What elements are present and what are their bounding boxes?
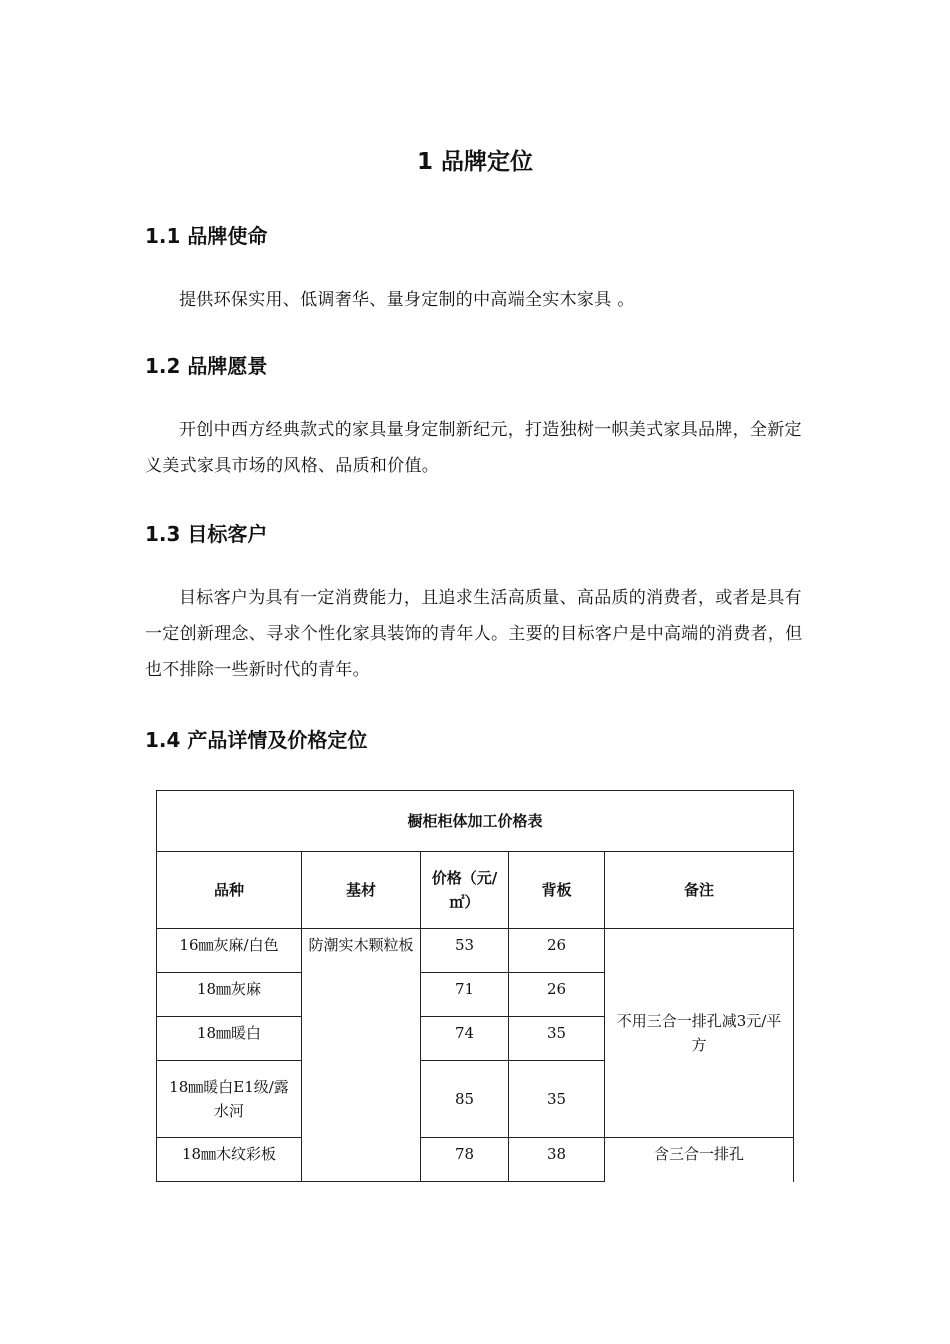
section-body-target: 目标客户为具有一定消费能力，且追求生活高质量、高品质的消费者，或者是具有一定创新理念、寻求个性化家具装饰的青年人。主要的目标客户是中高端的消费者，但也不排除一些新时代的青年。 xyxy=(145,588,803,680)
header-variety: 品种 xyxy=(157,852,302,929)
page-title: 1 品牌定位 xyxy=(416,149,533,175)
cell-variety: 18㎜暖白 xyxy=(157,1017,302,1061)
section-heading-target: 1.3 目标客户 xyxy=(145,522,268,546)
section-body-mission: 提供环保实用、低调奢华、量身定制的中高端全实木家具 。 xyxy=(179,290,635,310)
cell-variety: 16㎜灰麻/白色 xyxy=(157,929,302,973)
section-heading-mission: 1.1 品牌使命 xyxy=(145,224,268,248)
cell-price: 85 xyxy=(421,1061,509,1138)
header-back: 背板 xyxy=(509,852,605,929)
header-price: 价格（元/㎡） xyxy=(421,852,509,929)
cell-back: 38 xyxy=(509,1138,605,1182)
cell-back: 26 xyxy=(509,973,605,1017)
section-heading-vision: 1.2 品牌愿景 xyxy=(145,354,268,378)
cell-price: 53 xyxy=(421,929,509,973)
cell-variety: 18㎜灰麻 xyxy=(157,973,302,1017)
cell-back: 35 xyxy=(509,1061,605,1138)
cell-note-group: 不用三合一排孔减3元/平方 xyxy=(605,929,794,1138)
cell-price: 71 xyxy=(421,973,509,1017)
header-note: 备注 xyxy=(605,852,794,929)
cell-variety: 18㎜暖白E1级/露水河 xyxy=(157,1061,302,1138)
table-title: 橱柜柜体加工价格表 xyxy=(157,791,794,852)
price-table xyxy=(156,790,794,1182)
header-substrate: 基材 xyxy=(302,852,421,929)
cell-price: 78 xyxy=(421,1138,509,1182)
cell-price: 74 xyxy=(421,1017,509,1061)
section-heading-products: 1.4 产品详情及价格定位 xyxy=(145,728,368,752)
cell-back: 35 xyxy=(509,1017,605,1061)
cell-note-last: 含三合一排孔 xyxy=(605,1138,794,1182)
cell-back: 26 xyxy=(509,929,605,973)
section-body-vision: 开创中西方经典款式的家具量身定制新纪元，打造独树一帜美式家具品牌，全新定义美式家具市场的风格、品质和价值。 xyxy=(145,420,802,476)
cell-variety: 18㎜木纹彩板 xyxy=(157,1138,302,1182)
cell-substrate: 防潮实木颗粒板 xyxy=(302,929,421,1182)
